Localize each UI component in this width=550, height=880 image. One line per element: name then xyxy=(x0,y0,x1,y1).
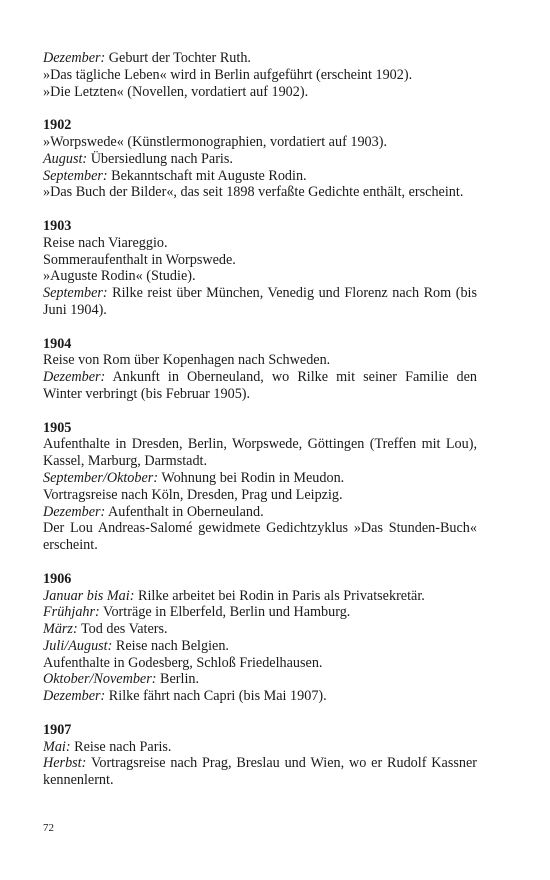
chronology-entry xyxy=(43,168,477,185)
year-heading: 1903 xyxy=(43,217,72,234)
entry-text: Der Lou Andreas-Salomé gewidmete Gedichtzyklus »Das Stunden-Buch« erscheint. xyxy=(43,520,477,554)
entry-text: Vortragsreise nach Köln, Dresden, Prag und Leipzig. xyxy=(43,486,343,503)
entry-text: »Das Buch der Bilder«, das seit 1898 verfaßte Gedichte enthält, erscheint. xyxy=(43,184,464,201)
chronology-entry xyxy=(43,755,477,789)
chronology-entry xyxy=(43,352,477,369)
entry-date-label: Oktober/November: xyxy=(43,671,157,688)
chronology-block xyxy=(43,50,477,100)
chronology-entry xyxy=(43,504,477,521)
chronology-entry xyxy=(43,638,477,655)
entry-text: Rilke fährt nach Capri (bis Mai 1907). xyxy=(105,688,327,705)
entry-date-label: Dezember: xyxy=(43,369,106,386)
chronology-entry xyxy=(43,520,477,554)
chronology-entry xyxy=(43,268,477,285)
entry-text: Berlin. xyxy=(156,671,200,688)
chronology-block xyxy=(43,218,477,319)
entry-text: Vortragsreise nach Prag, Breslau und Wien, wo er Rudolf Kassner kennenlernt. xyxy=(43,755,477,789)
chronology-entry xyxy=(43,84,477,101)
year-heading: 1907 xyxy=(43,721,72,738)
chronology-entry xyxy=(43,67,477,84)
page-number: 72 xyxy=(43,822,54,834)
entry-text: Reise nach Viareggio. xyxy=(43,234,168,251)
entry-text: »Worpswede« (Künstlermonographien, vordatiert auf 1903). xyxy=(43,133,387,150)
entry-text: Aufenthalte in Dresden, Berlin, Worpswede, Göttingen (Treffen mit Lou), Kassel, Marburg, Darmstadt. xyxy=(43,436,477,470)
entry-text: Vorträge in Elberfeld, Berlin und Hamburg. xyxy=(99,604,351,621)
year-heading: 1905 xyxy=(43,419,72,436)
chronology-block xyxy=(43,722,477,789)
chronology-entry xyxy=(43,671,477,688)
entry-text: Wohnung bei Rodin in Meudon. xyxy=(158,469,345,486)
chronology-entry xyxy=(43,235,477,252)
chronology-entry xyxy=(43,285,477,319)
entry-text: Tod des Vaters. xyxy=(77,621,168,638)
entry-date-label: September: xyxy=(43,285,108,302)
chronology-block xyxy=(43,336,477,403)
entry-date-label: Mai: xyxy=(43,738,71,755)
chronology-page xyxy=(43,50,477,806)
chronology-entry xyxy=(43,50,477,67)
entry-text: Übersiedlung nach Paris. xyxy=(87,150,233,167)
chronology-entry xyxy=(43,655,477,672)
entry-text: »Auguste Rodin« (Studie). xyxy=(43,268,196,285)
entry-date-label: Dezember: xyxy=(43,50,106,66)
entry-text: Sommeraufenthalt in Worpswede. xyxy=(43,251,236,268)
entry-text: Geburt der Tochter Ruth. xyxy=(105,50,251,66)
entry-text: Reise nach Belgien. xyxy=(112,637,229,654)
entry-text: Ankunft in Oberneuland, wo Rilke mit seiner Familie den Winter verbringt (bis Februar 1905). xyxy=(43,369,477,402)
chronology-entry xyxy=(43,588,477,605)
entry-date-label: Juli/August: xyxy=(43,637,113,654)
entry-text: Aufenthalt in Oberneuland. xyxy=(105,503,264,520)
year-heading: 1906 xyxy=(43,570,72,587)
chronology-entry xyxy=(43,369,477,403)
entry-date-label: Dezember: xyxy=(43,503,106,520)
entry-text: Rilke arbeitet bei Rodin in Paris als Privatsekretär. xyxy=(134,587,425,604)
chronology-block xyxy=(43,117,477,201)
chronology-entry xyxy=(43,252,477,269)
year-heading: 1904 xyxy=(43,335,72,352)
entry-text: »Das tägliche Leben« wird in Berlin aufgeführt (erscheint 1902). xyxy=(43,66,413,83)
entry-date-label: Frühjahr: xyxy=(43,604,100,621)
entry-text: Aufenthalte in Godesberg, Schloß Friedelhausen. xyxy=(43,654,323,671)
entry-text: Reise nach Paris. xyxy=(70,738,172,755)
entry-text: Rilke reist über München, Venedig und Florenz nach Rom (bis Juni 1904). xyxy=(43,285,477,318)
chronology-entry xyxy=(43,134,477,151)
entry-date-label: März: xyxy=(43,621,78,638)
chronology-entry xyxy=(43,604,477,621)
entry-date-label: September: xyxy=(43,167,108,184)
entry-date-label: September/Oktober: xyxy=(43,469,159,486)
entry-text: »Die Letzten« (Novellen, vordatiert auf 1902). xyxy=(43,83,309,100)
chronology-entry xyxy=(43,739,477,756)
entry-date-label: Januar bis Mai: xyxy=(43,587,135,604)
chronology-block xyxy=(43,420,477,554)
entry-date-label: August: xyxy=(43,150,88,167)
chronology-entry xyxy=(43,151,477,168)
chronology-entry xyxy=(43,470,477,487)
chronology-entry xyxy=(43,688,477,705)
entry-text: Reise von Rom über Kopenhagen nach Schweden. xyxy=(43,352,331,369)
entry-text: Bekanntschaft mit Auguste Rodin. xyxy=(107,167,307,184)
chronology-entry xyxy=(43,621,477,638)
chronology-entry xyxy=(43,487,477,504)
entry-date-label: Herbst: xyxy=(43,755,87,772)
year-heading: 1902 xyxy=(43,117,72,134)
entry-date-label: Dezember: xyxy=(43,688,106,705)
chronology-entry xyxy=(43,436,477,470)
chronology-block xyxy=(43,571,477,705)
chronology-entry xyxy=(43,184,477,201)
